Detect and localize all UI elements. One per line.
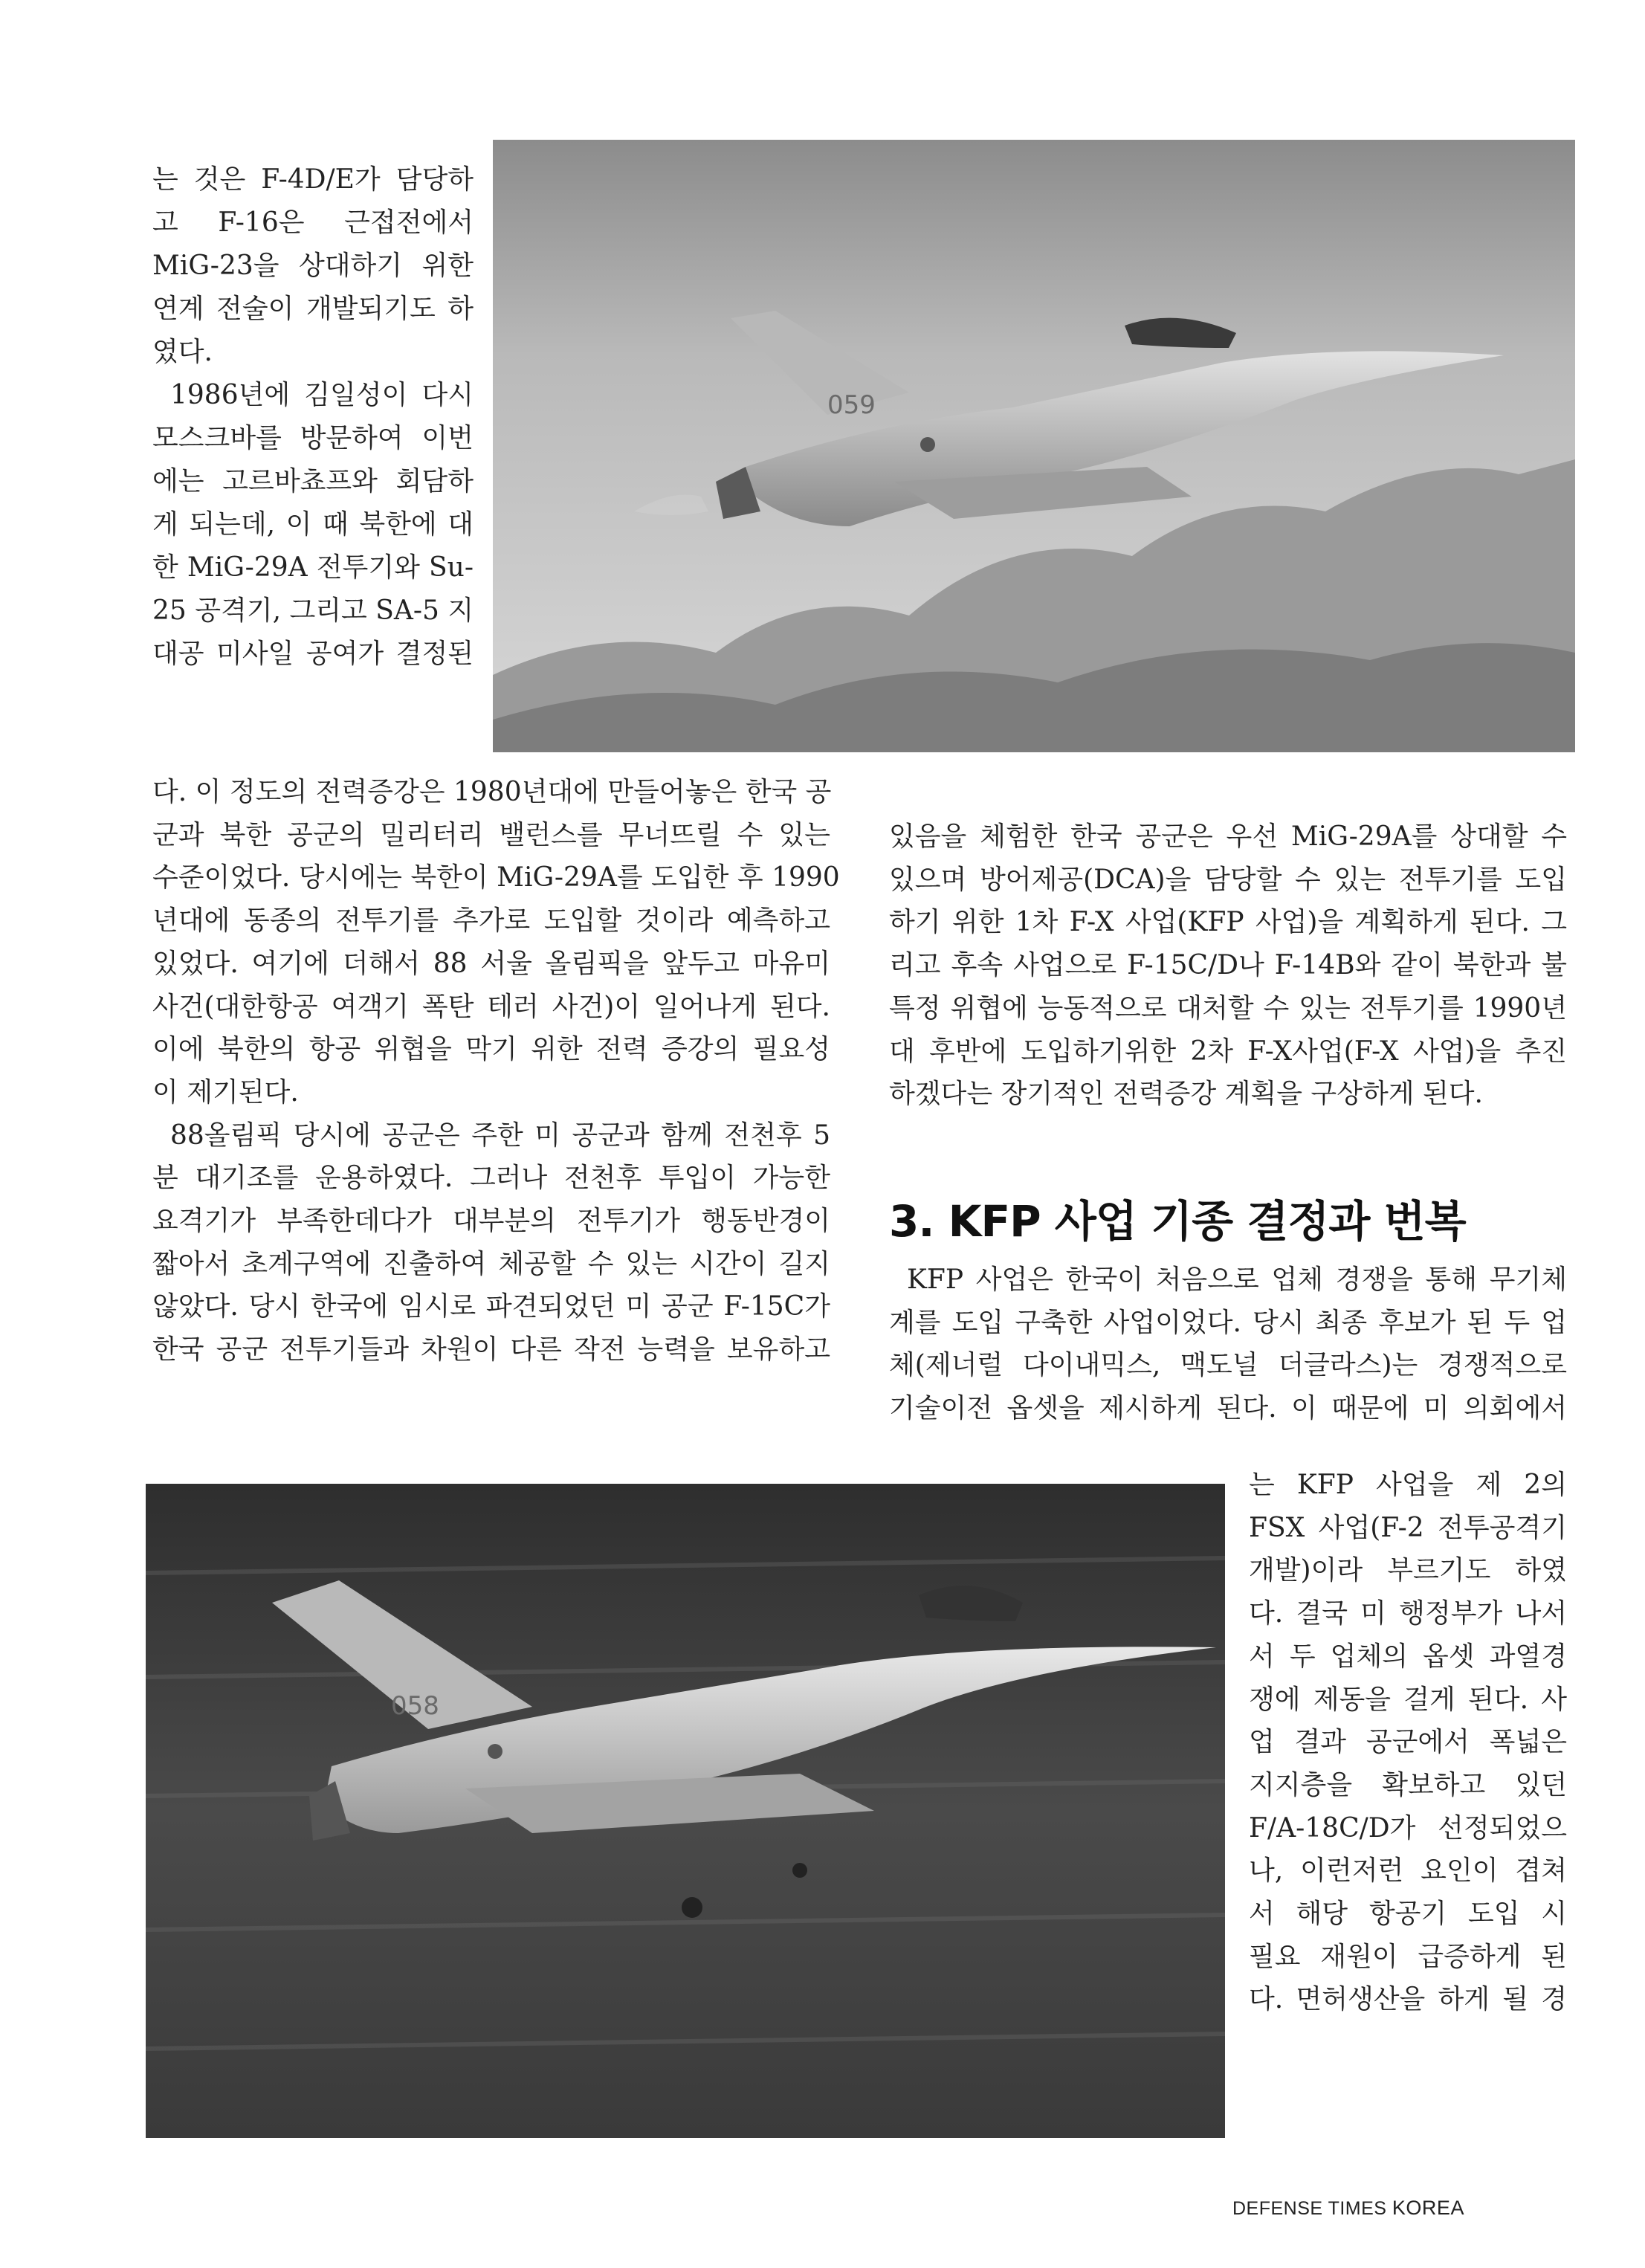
right-top-line: 있음을 체험한 한국 공군은 우선 MiG-29A를 상대할 수	[889, 821, 1567, 852]
right-mid-line: 계를 도입 구축한 사업이었다. 당시 최종 후보가 된 두 업	[889, 1308, 1567, 1338]
top-left-line: 고 F-16은 근접전에서	[152, 207, 474, 238]
right-top-line: 특정 위협에 능동적으로 대처할 수 있는 전투기를 1990년	[889, 993, 1567, 1024]
left-line: 분 대기조를 운용하였다. 그러나 전천후 투입이 가능한	[152, 1163, 830, 1193]
right-narrow-line: 필요 재원이 급증하게 된	[1249, 1942, 1567, 1972]
right-narrow-line: FSX 사업(F-2 전투공격기	[1249, 1513, 1567, 1543]
photo-f16-bottom	[146, 1484, 1225, 2138]
left-line: 군과 북한 공군의 밀리터리 밸런스를 무너뜨릴 수 있는	[152, 820, 830, 850]
right-narrow-line: F/A-18C/D가 선정되었으	[1249, 1813, 1567, 1844]
right-narrow-line: 업 결과 공군에서 폭넓은	[1249, 1727, 1567, 1757]
right-top-line: 있으며 방어제공(DCA)을 담당할 수 있는 전투기를 도입	[889, 865, 1567, 895]
top-left-line: 게 되는데, 이 때 북한에 대	[152, 509, 474, 540]
footer-korea: KOREA	[1392, 2197, 1464, 2219]
top-left-line: 연계 전술이 개발되기도 하	[152, 294, 474, 324]
right-mid-line: 기술이전 옵셋을 제시하게 된다. 이 때문에 미 의회에서	[889, 1393, 1567, 1424]
top-left-line: 1986년에 김일성이 다시	[170, 380, 474, 410]
left-line: 다. 이 정도의 전력증강은 1980년대에 만들어놓은 한국 공	[152, 777, 832, 807]
right-narrow-line: 지지층을 확보하고 있던	[1249, 1770, 1567, 1800]
right-narrow-line: 서 해당 항공기 도입 시	[1249, 1899, 1567, 1929]
section-heading: 3. KFP 사업 기종 결정과 번복	[889, 1196, 1466, 1247]
right-top-line: 하겠다는 장기적인 전력증강 계획을 구상하게 된다.	[889, 1079, 1483, 1109]
left-line: 이 제기된다.	[152, 1077, 299, 1108]
right-top-line: 리고 후속 사업으로 F-15C/D나 F-14B와 같이 북한과 불	[889, 950, 1567, 980]
right-top-line: 대 후반에 도입하기위한 2차 F-X사업(F-X 사업)을 추진	[889, 1036, 1567, 1067]
right-narrow-line: 나, 이런저런 요인이 겹쳐	[1249, 1855, 1567, 1886]
top-left-line: 였다.	[152, 337, 213, 367]
right-narrow-line: 서 두 업체의 옵셋 과열경	[1249, 1641, 1567, 1672]
top-left-line: 대공 미사일 공여가 결정된	[152, 639, 474, 669]
left-line: 88올림픽 당시에 공군은 주한 미 공군과 함께 전천후 5	[170, 1120, 830, 1151]
top-left-line: 모스크바를 방문하여 이번	[152, 423, 474, 453]
top-left-line: 는 것은 F-4D/E가 담당하	[152, 164, 474, 195]
left-line: 짧아서 초계구역에 진출하여 체공할 수 있는 시간이 길지	[152, 1249, 830, 1279]
right-narrow-line: 쟁에 제동을 걸게 된다. 사	[1249, 1684, 1567, 1715]
tail-number-bottom: 058	[391, 1691, 439, 1721]
publication-footer	[1232, 2197, 1530, 2220]
right-narrow-line: 개발)이라 부르기도 하였	[1249, 1555, 1567, 1586]
right-mid-line: KFP 사업은 한국이 처음으로 업체 경쟁을 통해 무기체	[907, 1264, 1567, 1295]
right-narrow-line: 다. 결국 미 행정부가 나서	[1249, 1598, 1567, 1629]
footer-main: DEFENSE TIMES	[1232, 2198, 1392, 2219]
left-line: 않았다. 당시 한국에 임시로 파견되었던 미 공군 F-15C가	[152, 1291, 830, 1322]
left-line: 수준이었다. 당시에는 북한이 MiG-29A를 도입한 후 1990	[152, 862, 840, 893]
left-line: 요격기가 부족한데다가 대부분의 전투기가 행동반경이	[152, 1206, 830, 1236]
right-mid-line: 체(제너럴 다이내믹스, 맥도널 더글라스)는 경쟁적으로	[889, 1350, 1567, 1380]
top-left-line: 한 MiG-29A 전투기와 Su-	[152, 552, 474, 583]
right-top-line: 하기 위한 1차 F-X 사업(KFP 사업)을 계획하게 된다. 그	[889, 907, 1567, 937]
right-narrow-line: 다. 면허생산을 하게 될 경	[1249, 1984, 1567, 2015]
photo-f16-top	[493, 140, 1575, 752]
tail-number-top: 059	[827, 390, 876, 420]
right-narrow-line: 는 KFP 사업을 제 2의	[1249, 1470, 1567, 1500]
top-left-line: 25 공격기, 그리고 SA-5 지	[152, 595, 474, 626]
top-left-line: MiG-23을 상대하기 위한	[152, 251, 474, 281]
left-line: 사건(대한항공 여객기 폭탄 테러 사건)이 일어나게 된다.	[152, 992, 830, 1022]
left-line: 한국 공군 전투기들과 차원이 다른 작전 능력을 보유하고	[152, 1334, 830, 1365]
left-line: 있었다. 여기에 더해서 88 서울 올림픽을 앞두고 마유미	[152, 949, 830, 979]
left-line: 년대에 동종의 전투기를 추가로 도입할 것이라 예측하고	[152, 905, 830, 936]
top-left-line: 에는 고르바쵸프와 회담하	[152, 466, 474, 497]
left-line: 이에 북한의 항공 위협을 막기 위한 전력 증강의 필요성	[152, 1034, 830, 1064]
